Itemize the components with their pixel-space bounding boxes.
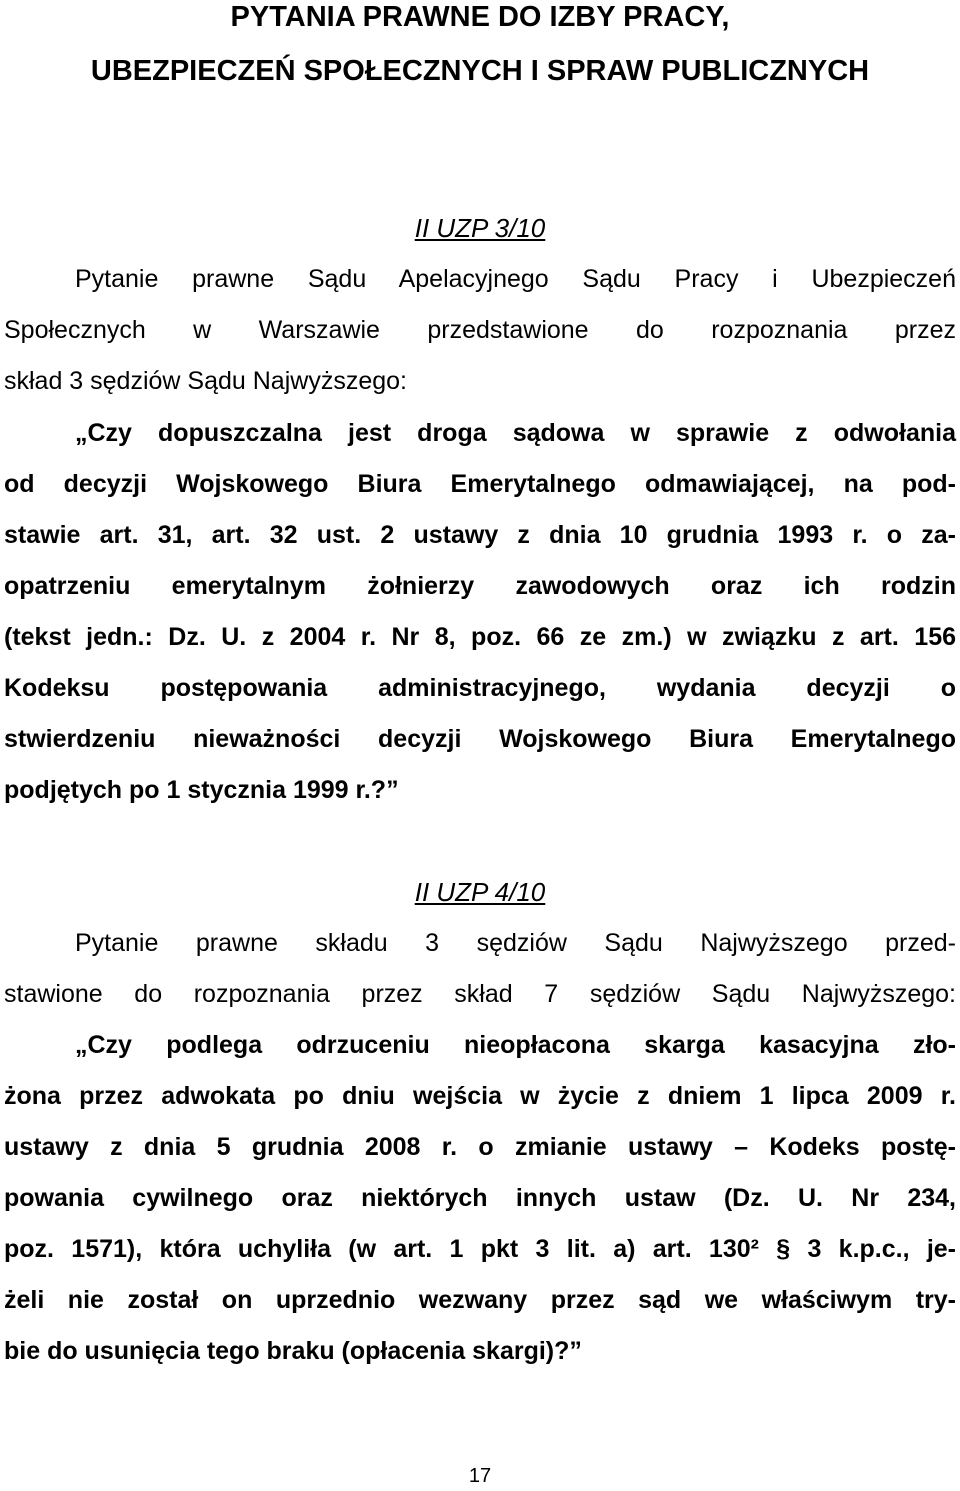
page-number: 17 xyxy=(468,1465,492,1487)
header-title-line-1: PYTANIA PRAWNE DO IZBY PRACY, xyxy=(230,1,730,33)
section2-question-line-3: ustawy z dnia 5 grudnia 2008 r. o zmianie ustawy – Kodeks postę- xyxy=(4,1133,956,1161)
section1-intro-line-1: Pytanie prawne Sądu Apelacyjnego Sądu Pracy i Ubezpieczeń xyxy=(75,265,956,293)
section1-question-line-6: Kodeksu postępowania administracyjnego, wydania decyzji o xyxy=(4,674,956,702)
section1-question-line-4: opatrzeniu emerytalnym żołnierzy zawodowych oraz ich rodzin xyxy=(4,572,956,600)
section1-intro-line-3: skład 3 sędziów Sądu Najwyższego: xyxy=(4,367,407,395)
section2-question-line-4: powania cywilnego oraz niektórych innych ustaw (Dz. U. Nr 234, xyxy=(4,1184,956,1212)
section2-question-line-1: „Czy podlega odrzuceniu nieopłacona skarga kasacyjna zło- xyxy=(75,1031,956,1059)
section2-question-line-5: poz. 1571), która uchyliła (w art. 1 pkt 3 lit. a) art. 130² § 3 k.p.c., je- xyxy=(4,1235,956,1263)
section2-question-line-6: żeli nie został on uprzednio wezwany przez sąd we właściwym try- xyxy=(4,1286,956,1314)
section1-question-line-3: stawie art. 31, art. 32 ust. 2 ustawy z dnia 10 grudnia 1993 r. o za- xyxy=(4,521,956,549)
section1-question-line-7: stwierdzeniu nieważności decyzji Wojskowego Biura Emerytalnego xyxy=(4,725,956,753)
section2-question-line-2: żona przez adwokata po dniu wejścia w życie z dniem 1 lipca 2009 r. xyxy=(4,1082,956,1110)
header-title-line-2: UBEZPIECZEŃ SPOŁECZNYCH I SPRAW PUBLICZNYCH xyxy=(90,55,870,87)
section1-question-line-8: podjętych po 1 stycznia 1999 r.?” xyxy=(4,776,399,804)
section2-intro-line-2: stawione do rozpoznania przez skład 7 sędziów Sądu Najwyższego: xyxy=(4,980,956,1008)
section1-question-line-2: od decyzji Wojskowego Biura Emerytalnego odmawiającej, na pod- xyxy=(4,470,956,498)
case-number-2: II UZP 4/10 xyxy=(414,877,546,907)
section2-intro-line-1: Pytanie prawne składu 3 sędziów Sądu Najwyższego przed- xyxy=(75,929,956,957)
section2-question-line-7: bie do usunięcia tego braku (opłacenia skargi)?” xyxy=(4,1337,582,1365)
section1-question-line-5: (tekst jedn.: Dz. U. z 2004 r. Nr 8, poz. 66 ze zm.) w związku z art. 156 xyxy=(4,623,956,651)
case-number-1: II UZP 3/10 xyxy=(414,213,546,243)
section1-intro-line-2: Społecznych w Warszawie przedstawione do rozpoznania przez xyxy=(4,316,956,344)
section1-question-line-1: „Czy dopuszczalna jest droga sądowa w sprawie z odwołania xyxy=(75,419,956,447)
